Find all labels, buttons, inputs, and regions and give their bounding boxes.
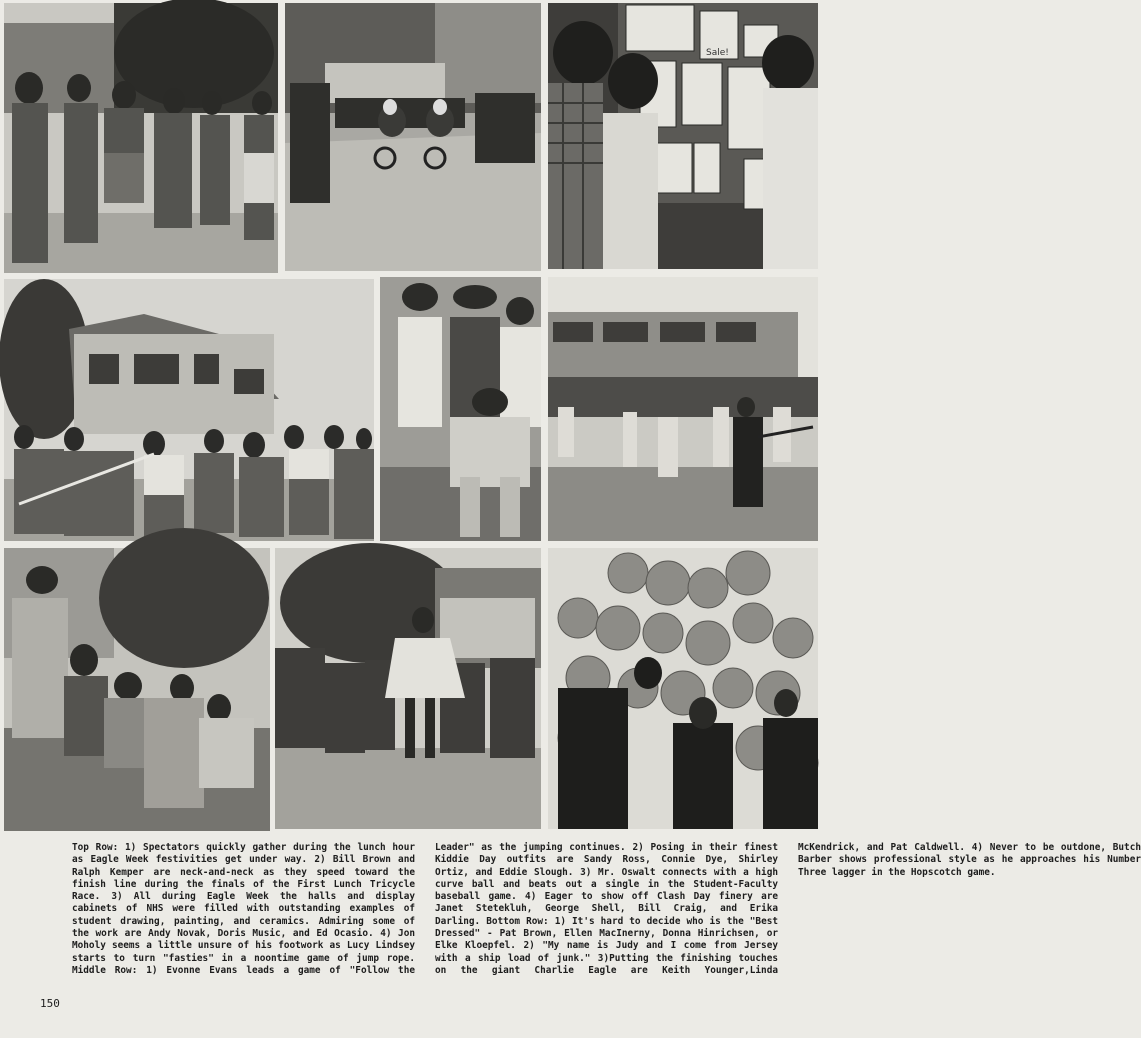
best-dressed-photo <box>4 548 270 831</box>
art-display-photo <box>548 3 818 269</box>
svg-text:Sale!: Sale! <box>706 48 729 58</box>
jump-rope-building-photo <box>4 279 374 541</box>
tricycle-race-photo <box>285 3 541 271</box>
charlie-eagle-photo <box>548 548 818 829</box>
kiddie-day-photo <box>380 277 541 541</box>
baseball-game-photo <box>548 277 818 541</box>
photo-caption: Top Row: 1) Spectators quickly gather during the lunch hour as Eagle Week festivities get under way. 2) Bill Brown and Ralph Kemper are neck-and-neck as they speed toward the finish line during the finals of the First Lunch Tricycle Race. 3) All during Eagle Week the halls and display cabinets of NHS were filled with outstanding examples of student drawing, painting, and ceramics. Admiring some of the work are Andy Novak, Doris Music, and Ed Ocasio. 4) Jon Moholy seems a little unsure of his footwork as Lucy Lindsey starts to turn "fasties" in a noontime game of jump rope. Middle Row: 1) Evonne Evans leads a game of "Follow the Leader" as the jumping continues. 2) Posing in their finest Kiddie Day outfits are Sandy Ross, Connie Dye, Shirley Ortiz, and Eddie Slough. 3) Mr. Oswalt connects with a high curve ball and beats out a single in the Student-Faculty baseball game. 4) Eager to show off Clash Day finery are Janet Stetekluh, George Shell, Bill Craig, and Erika Darling. Bottom Row: 1) It's hard to decide who is the "Best Dressed" - Pat Brown, Ellen MacInerny, Donna Hinrichsen, or Elke Kloepfel. 2) "My name is Judy and I come from Jersey with a ship load of junk." 3)Putting the finishing touches on the giant Charlie Eagle are Keith Younger,Linda McKendrick, and Pat Caldwell. 4) Never to be outdone, Butch Barber shows professional style as he approaches his Number Three lagger in the Hopscotch game. <box>72 842 1141 976</box>
spectators-crowd-photo <box>4 3 278 273</box>
jump-rope-jersey-photo <box>275 548 541 829</box>
page-number: 150 <box>40 997 60 1010</box>
